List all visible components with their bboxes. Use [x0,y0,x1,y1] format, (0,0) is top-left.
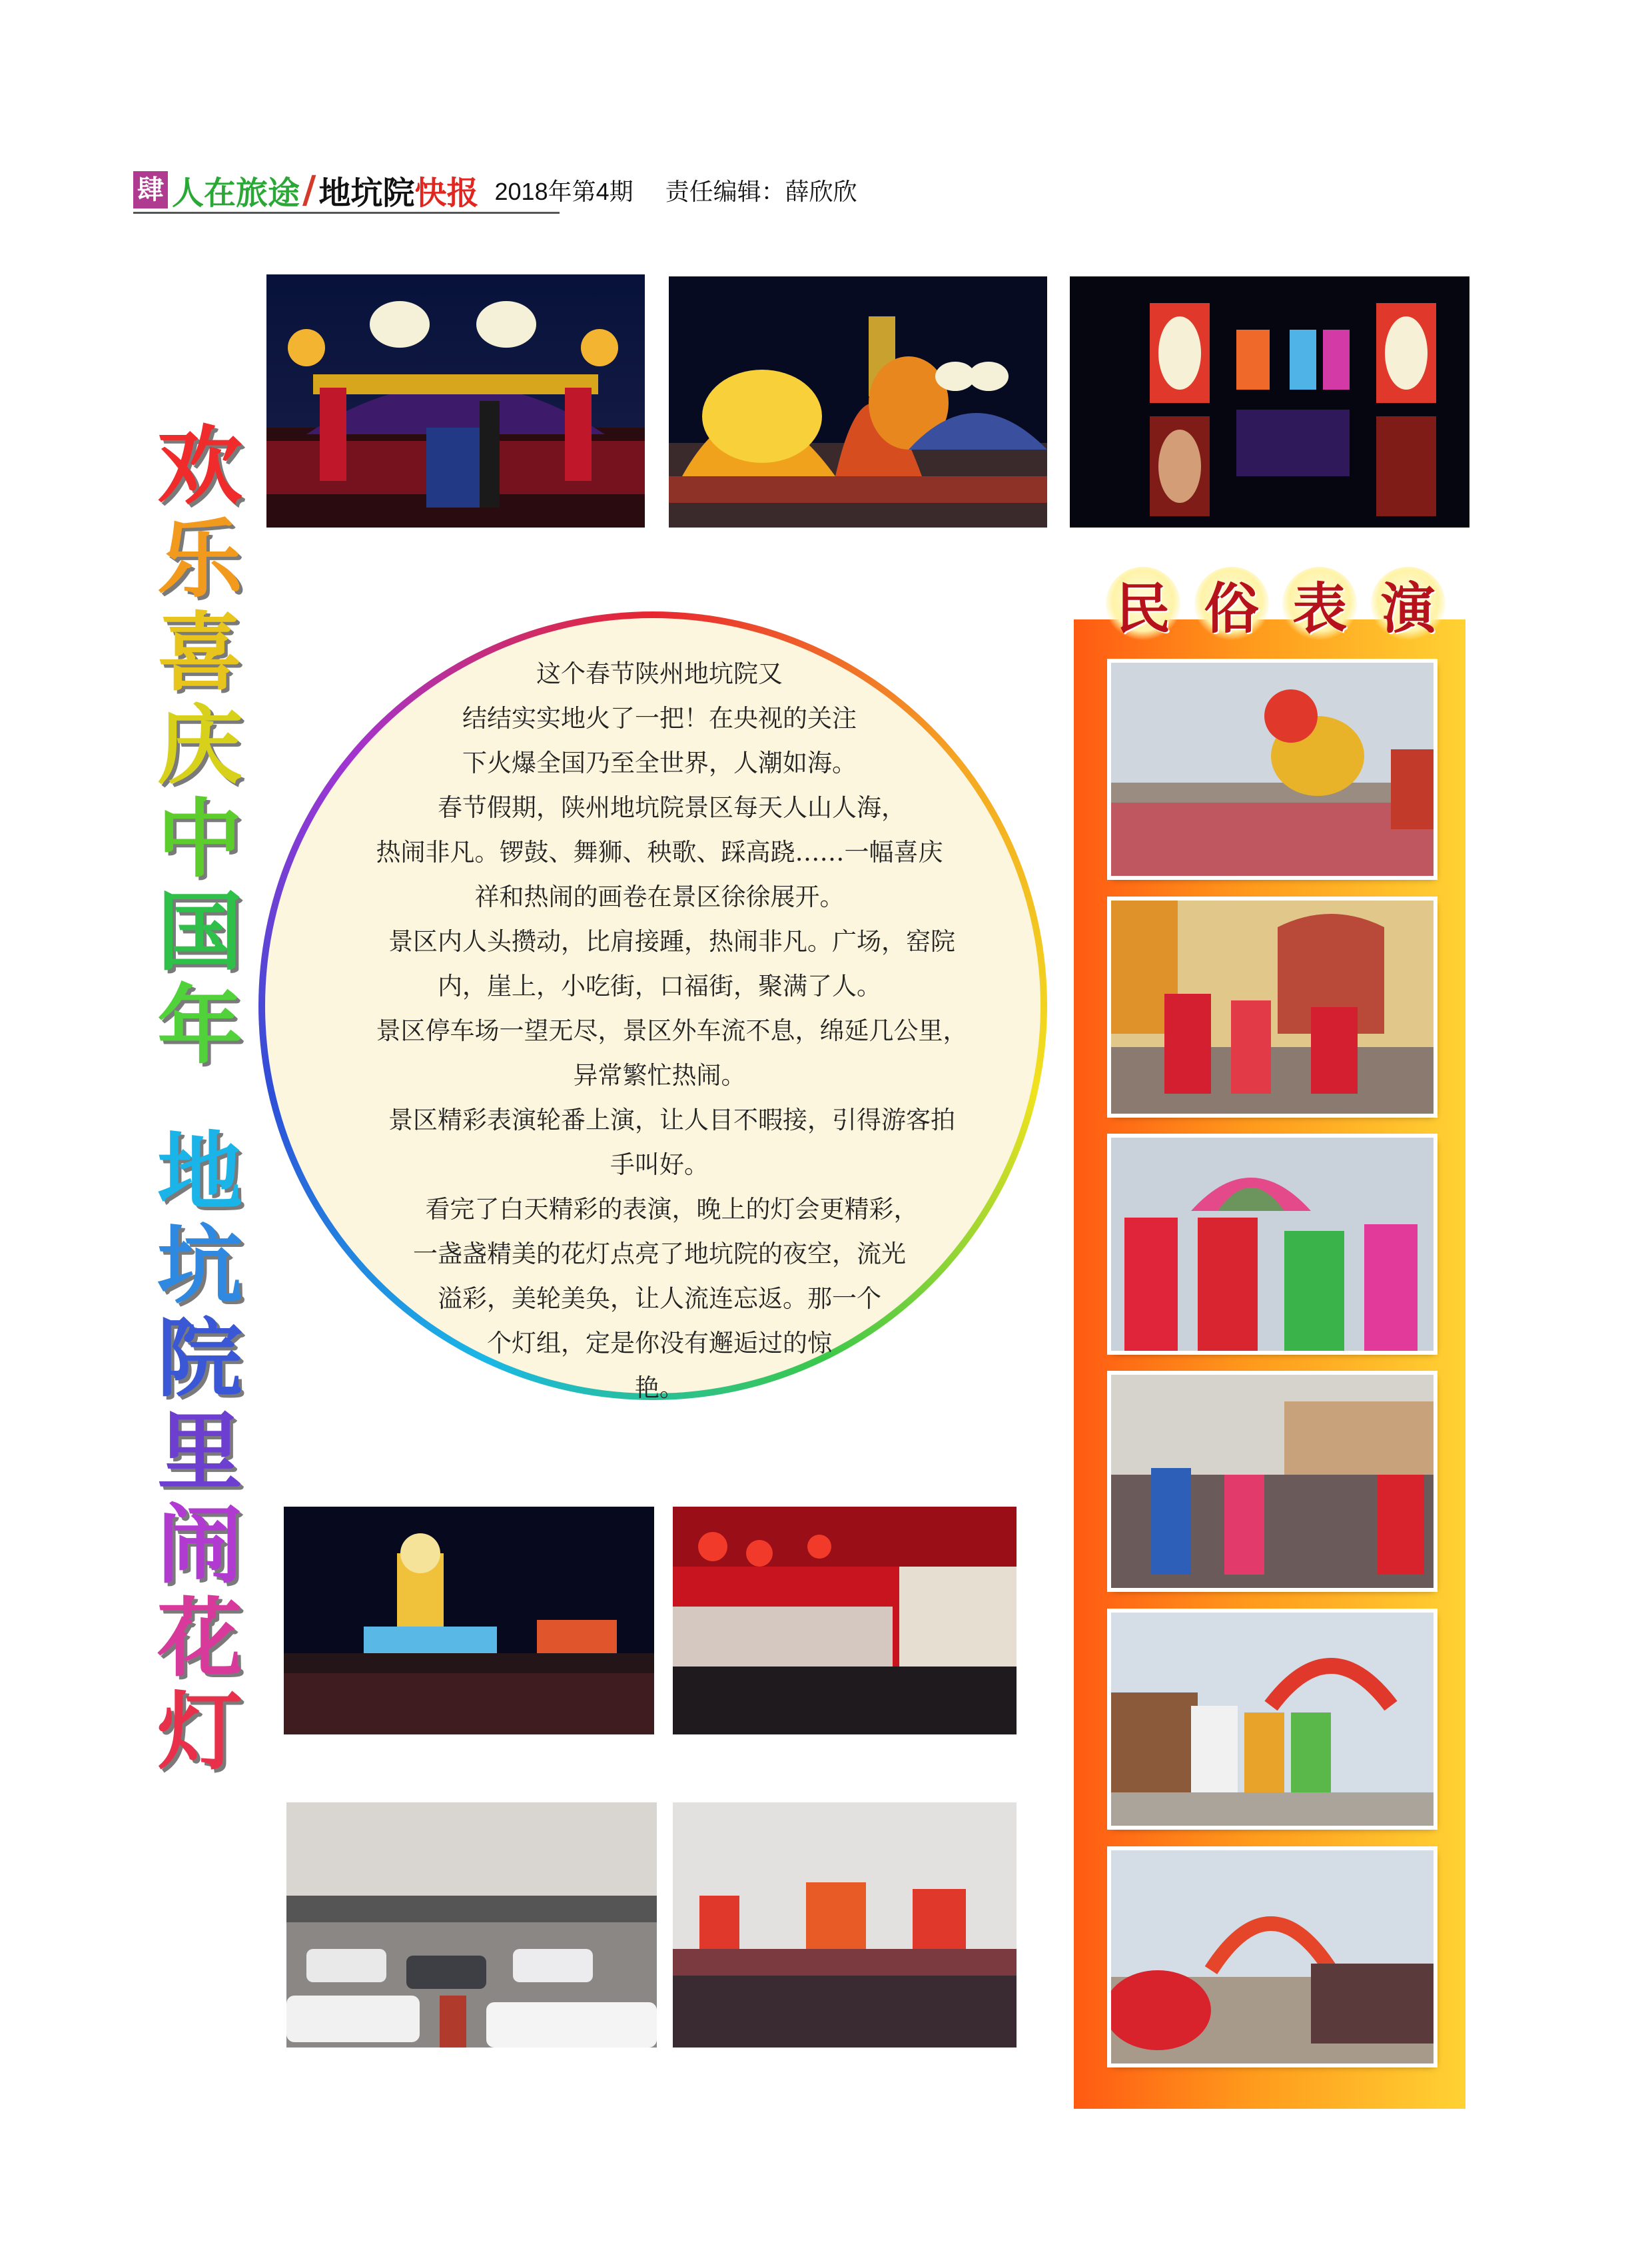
title-char: 国 [157,883,242,982]
title-char: 地 [157,1122,242,1222]
article-line: 个灯组，定是你没有邂逅过的惊 [487,1329,832,1357]
panel-title-char: 民 [1106,567,1180,641]
article-line: 看完了白天精彩的表演，晚上的灯会更精彩， [400,1195,919,1224]
article-line: 结结实实地火了一把！在央视的关注 [462,704,857,733]
header-underline [133,212,560,214]
photo-night-crowd-lantern [284,1507,654,1734]
page-header [133,163,857,216]
photo-lantern-street-crowd [673,1507,1017,1734]
vertical-title-dikengyuan-lanterns [143,1122,256,1782]
photo-drum-performers [1111,901,1434,1114]
article-line: 这个春节陕州地坑院又 [536,659,783,688]
article-line: 春节假期，陕州地坑院景区每天人山人海， [413,793,906,822]
article-line: 祥和热闹的画卷在景区徐徐展开。 [474,883,845,911]
title-char: 喜 [157,603,242,703]
article-line: 景区精彩表演轮番上演，让人目不暇接，引得游客拍 [364,1106,955,1134]
title-char: 欢 [157,416,242,516]
article-circle-fill [265,618,1040,1402]
title-char: 灯 [157,1682,242,1782]
photo-daytime-lantern-crowd [673,1802,1017,2048]
panel-title-char: 俗 [1194,567,1269,641]
title-char: 乐 [157,510,242,609]
panel-title-char: 表 [1282,567,1357,641]
publication-tag: 快报 [414,174,479,212]
article-line: 下火爆全国乃至全世界，人潮如海。 [462,749,857,777]
title-char: 闹 [157,1495,242,1595]
photo-mascots-parade [1111,1613,1434,1826]
title-char: 院 [157,1309,242,1409]
article-line: 异常繁忙热闹。 [573,1061,746,1090]
section-badge: 肆 [133,171,168,208]
header-slash: / [302,168,316,212]
photo-elephant-lantern [669,276,1047,528]
title-char: 里 [157,1402,242,1502]
panel-title-char: 演 [1371,567,1446,641]
article-circle [258,611,1047,1400]
photo-umbrella-yangge [1111,1138,1434,1351]
photo-dragon-arch-crowd [1111,1850,1434,2063]
photo-lantern-reflection-pool [1070,276,1469,528]
title-char: 庆 [157,696,242,796]
column-name: 人在旅途 [172,174,300,212]
article-line: 景区内人头攒动，比肩接踵，热闹非凡。广场，窑院 [364,927,955,956]
photo-crowd-performers [1111,1375,1434,1588]
title-char: 年 [157,976,242,1076]
article-line: 艳。 [635,1373,684,1402]
article-line: 景区停车场一望无尽，景区外车流不息，绵延几公里， [351,1016,968,1045]
title-char: 花 [157,1589,242,1688]
photo-lion-dance [1111,663,1434,876]
title-char: 中 [157,789,242,889]
article-line: 一盏盏精美的花灯点亮了地坑院的夜空，流光 [413,1240,906,1268]
article-line: 热闹非凡。锣鼓、舞狮、秧歌、踩高跷……一幅喜庆 [376,838,943,867]
article-line: 溢彩，美轮美奂，让人流连忘返。那一个 [438,1284,881,1313]
publication-name: 地坑院 [318,174,415,212]
photo-swan-lantern-gate [266,274,645,528]
article-line: 手叫好。 [610,1150,709,1179]
article-line: 内，崖上，小吃街，口福街，聚满了人。 [438,972,881,1000]
title-char: 坑 [157,1216,242,1315]
vertical-title-joyful-new-year [143,416,256,1076]
editor-credit: 责任编辑：薛欣欣 [665,177,857,205]
panel-title [1106,567,1446,641]
issue-number: 2018年第4期 [494,177,633,205]
article-body [305,651,1014,1410]
photo-parking-lot [286,1802,657,2048]
